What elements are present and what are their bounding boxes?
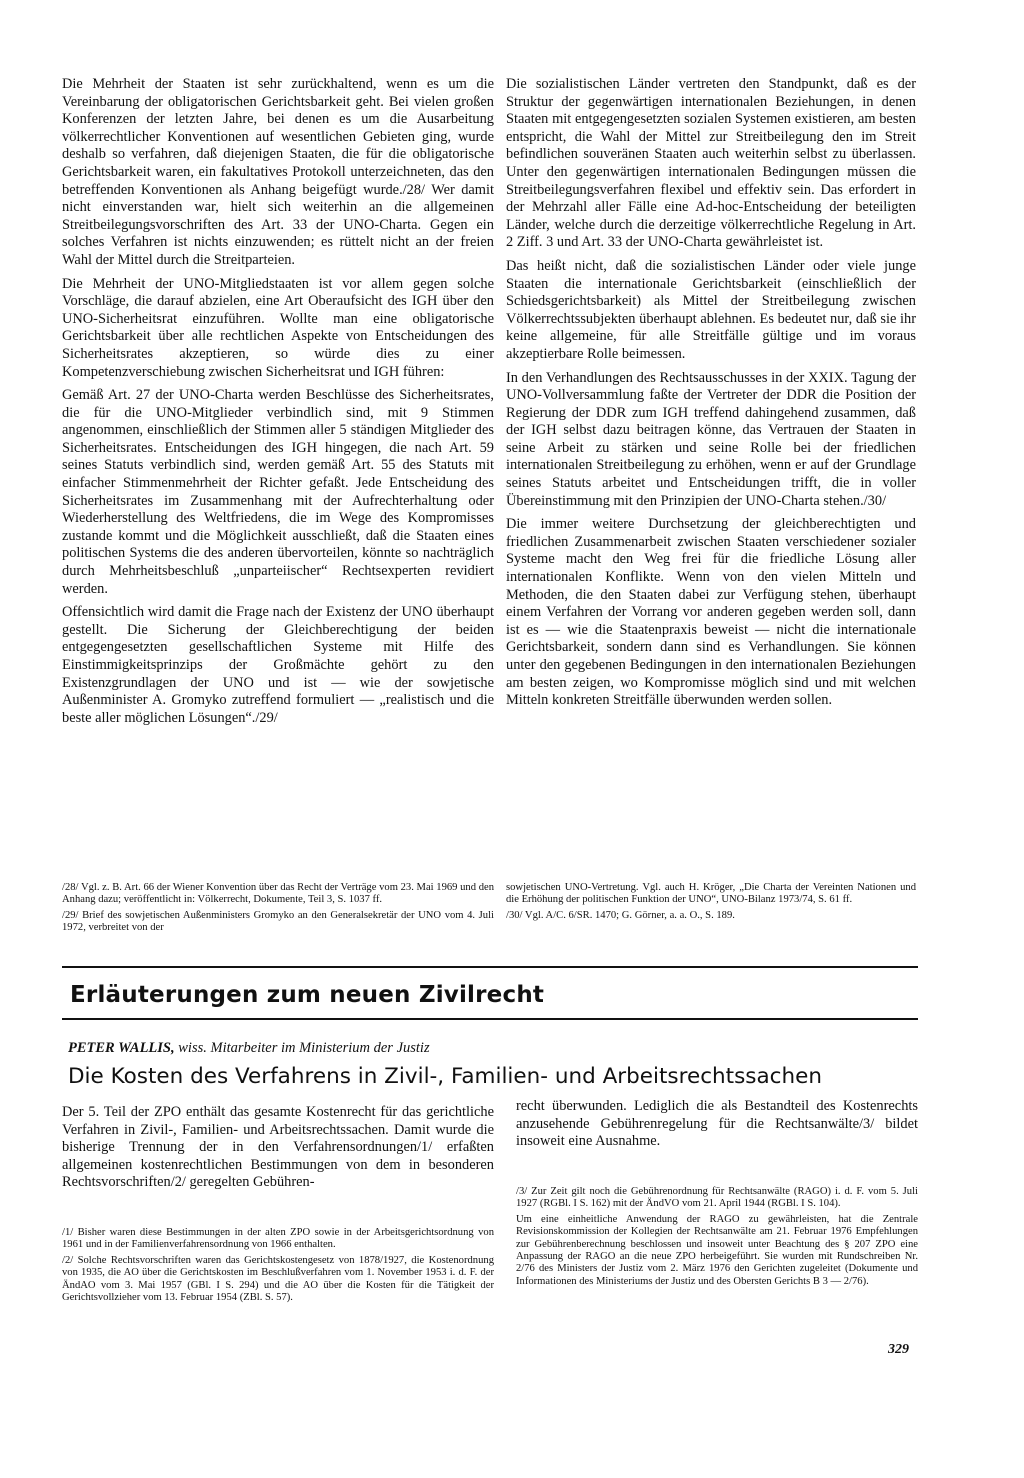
author-line bbox=[68, 1040, 430, 1057]
footnote: /28/ Vgl. z. B. Art. 66 der Wiener Konvention über das Recht der Verträge vom 23. Mai 1969 und den Anhang dazu; veröffentlicht in: Völkerrecht, Dokumente, Teil 3, S. 1037 ff. bbox=[62, 882, 494, 906]
right-column bbox=[506, 76, 916, 716]
article-left-column bbox=[62, 1104, 494, 1198]
footnotes-left bbox=[62, 882, 494, 938]
footnote: /2/ Solche Rechtsvorschriften waren das Gerichtskostengesetz von 1878/1927, die Kostenordnung von 1935, die AO über die Gerichtskosten im Beschlußverfahren vom 1. November 1953 i. d. F. der ÄndAO vom 3. Mai 1957 (GBl. I S. 294) und die AO über die Kosten für die Tätigkeit der Gerichtsvollzieher vom 13. Februar 1954 (ZBl. S. 57). bbox=[62, 1254, 494, 1304]
article-footnotes-right bbox=[516, 1186, 918, 1291]
paragraph: In den Verhandlungen des Rechtsausschusses in der XXIX. Tagung der UNO-Vollversammlung faßte der Vertreter der DDR die Position der Regierung der DDR zum IGH treffend dahingehend zusammen, daß der IGH selbst dazu beitragen könne, das Vertrauen der Staaten in seine Arbeit zu stärken und seine Rolle bei der friedlichen internationalen Streitbeilegung zu erhöhen, wenn er auf der Grundlage seines Statuts arbeitet und Entscheidungen trifft, die in voller Übereinstimmung mit den Prinzipien der UNO-Charta stehen./30/ bbox=[506, 369, 916, 509]
article-title: Die Kosten des Verfahrens in Zivil-, Familien- und Arbeitsrechtssachen bbox=[68, 1064, 822, 1089]
page-number: 329 bbox=[888, 1342, 909, 1357]
paragraph: Das heißt nicht, daß die sozialistischen Länder oder viele junge Staaten die internationale Gerichtsbarkeit (einschließlich der Schiedsgerichtsbarkeit) als Mittel der Streitbeilegung zwischen Völkerrechtssubjekten überhaupt ablehnen. Es bedeutet nur, daß sie ihr keine allgemeine, für alle Streitfälle gültige und im voraus akzeptierbare Rolle beimessen. bbox=[506, 257, 916, 362]
author-role: wiss. Mitarbeiter im Ministerium der Justiz bbox=[178, 1040, 430, 1056]
article-footnotes-left bbox=[62, 1227, 494, 1307]
paragraph: recht überwunden. Lediglich die als Bestandteil des Kostenrechts anzusehende Gebührenregelung für die Rechtsanwälte/3/ bildet insoweit eine Ausnahme. bbox=[516, 1098, 918, 1150]
footnotes-right bbox=[506, 882, 916, 925]
paragraph: Gemäß Art. 27 der UNO-Charta werden Beschlüsse des Sicherheitsrates, die für die UNO-Mitglieder verbindlich sind, mit 9 Stimmen angenommen, einschließlich der Stimmen aller 5 ständigen Mitglieder des Sicherheitsrates. Entscheidungen des IGH hingegen, die nach Art. 59 seines Statuts verbindlich sind, werden gemäß Art. 55 des Statuts mit einfacher Stimmenmehrheit der Richter gefaßt. Jede Entscheidung des Sicherheitsrates im Zusammenhang mit der Aufrechterhaltung oder Wiederherstellung des Weltfriedens, die im Wege des Kompromisses zustande kommt und die Möglichkeit ausschließt, daß die Staaten eines politischen Systems die des anderen übervorteilen, könnte so nachträglich durch Mehrheitsbeschluß „unparteiischer“ Rechtsexperten revidiert werden. bbox=[62, 387, 494, 597]
author-name: PETER WALLIS, bbox=[68, 1040, 175, 1056]
section-title: Erläuterungen zum neuen Zivilrecht bbox=[70, 982, 545, 1008]
paragraph: Offensichtlich wird damit die Frage nach der Existenz der UNO überhaupt gestellt. Die Sicherung der Gleichberechtigung der beiden entgegengesetzten gesellschaftlichen Systeme mit Hilfe des Einstimmigkeitsprinzips der Großmächte gehört zu den Existenzgrundlagen der UNO und ist — wie der sowjetische Außenminister A. Gromyko zutreffend formuliert — „realistisch und die beste aller möglichen Lösungen“./29/ bbox=[62, 604, 494, 726]
paragraph: Die Mehrheit der UNO-Mitgliedstaaten ist vor allem gegen solche Vorschläge, die darauf abzielen, eine Art Oberaufsicht des IGH über den UNO-Sicherheitsrat einzuführen. Wollte man eine obligatorische Gerichtsbarkeit über alle rechtlichen Aspekte von Entscheidungen des Sicherheitsrates akzeptieren, so würde dies zu einer Kompetenzverschiebung zwischen Sicherheitsrat und IGH führen: bbox=[62, 275, 494, 380]
section-divider bbox=[62, 1018, 918, 1020]
paragraph: Die sozialistischen Länder vertreten den Standpunkt, daß es der Struktur der gegenwärtigen internationalen Beziehungen, in denen Staaten mit entgegengesetzten sozialen Systemen existieren, am besten entspricht, die Wahl der Mittel zur Streitbeilegung den im Streit befindlichen souveränen Staaten auch weiterhin selbst zu überlassen. Unter den gegenwärtigen internationalen Bedingungen müssen die Streitbeilegungsverfahren flexibel und effektiv sein. Das erfordert in der Mehrzahl aller Fälle eine Ad-hoc-Entscheidung der beteiligten Länder, welche durch die derzeitige völkerrechtliche Regelung in Art. 2 Ziff. 3 und Art. 33 der UNO-Charta gewährleistet ist. bbox=[506, 76, 916, 251]
footnote: /30/ Vgl. A/C. 6/SR. 1470; G. Görner, a. a. O., S. 189. bbox=[506, 909, 735, 921]
article-right-column bbox=[516, 1098, 918, 1157]
paragraph: Die Mehrheit der Staaten ist sehr zurückhaltend, wenn es um die Vereinbarung der obligatorischen Gerichtsbarkeit geht. Bei vielen großen Konferenzen der letzten Jahre, bei denen es um die Ausarbeitung völkerrechtlicher Konventionen auf wesentlichen Gebieten ging, wurde deshalb so verfahren, daß diejenigen Staaten, die für die obligatorische Gerichtsbarkeit waren, ein fakultatives Protokoll unterzeichneten, das den betreffenden Konventionen als Anhang beigefügt wurde./28/ Wer damit nicht einverstanden war, hielt sich weiterhin an die allgemeinen Streitbeilegungsvorschriften des Art. 33 der UNO-Charta. Gegen ein solches Verfahren ist nichts einzuwenden; es rüttelt nicht an der freien Wahl der Mittel durch die Streitparteien. bbox=[62, 76, 494, 268]
footnote: sowjetischen UNO-Vertretung. Vgl. auch H. Kröger, „Die Charta der Vereinten Nationen und die Erhöhung der politischen Funktion der UNO“, UNO-Bilanz 1973/74, S. 61 ff. bbox=[506, 882, 916, 906]
footnote: Um eine einheitliche Anwendung der RAGO zu gewährleisten, hat die Zentrale Revisionskommission der Kollegien der Rechtsanwälte am 21. Februar 1976 Empfehlungen zur Gebührenberechnung beschlossen und insoweit unter Beachtung des § 207 ZPO eine Anpassung der RAGO an die neue ZPO herbeigeführt. Sie wurden mit Rundschreiben Nr. 2/76 des Ministers der Justiz vom 2. März 1976 den Gerichten zugeleitet (Dokumente und Informationen des Ministeriums der Justiz und des Obersten Gerichts B 3 — 2/76). bbox=[516, 1213, 918, 1287]
footnote: /1/ Bisher waren diese Bestimmungen in der alten ZPO sowie in der Arbeitsgerichtsordnung von 1961 und in der Familienverfahrensordnung von 1966 enthalten. bbox=[62, 1227, 494, 1251]
left-column bbox=[62, 76, 494, 733]
paragraph: Der 5. Teil der ZPO enthält das gesamte Kostenrecht für das gerichtliche Verfahren in Zivil-, Familien- und Arbeitsrechtssachen. Damit wurde die bisherige Trennung der in den Verfahrensordnungen/1/ erfaßten allgemeinen kostenrechtlichen Bestimmungen von dem in besonderen Rechtsvorschriften/2/ geregelten Gebühren- bbox=[62, 1104, 494, 1191]
section-divider bbox=[62, 966, 918, 968]
footnote: /3/ Zur Zeit gilt noch die Gebührenordnung für Rechtsanwälte (RAGO) i. d. F. vom 5. Juli 1927 (RGBl. I S. 162) mit der ÄndVO vom 21. April 1944 (RGBl. I S. 104). bbox=[516, 1186, 918, 1210]
paragraph: Die immer weitere Durchsetzung der gleichberechtigten und friedlichen Zusammenarbeit zwischen Staaten verschiedener sozialer Systeme macht den Weg frei für die friedliche Lösung aller internationalen Konflikte. Wenn von den vielen Mitteln und Methoden, die den Staaten dabei zur Verfügung stehen, überhaupt einem Verfahren der Vorrang vor anderen gegeben werden soll, dann ist es — wie die Staatenpraxis beweist — nicht die internationale Gerichtsbarkeit, sondern dann sind es Verhandlungen. Sie können unter den gegebenen Bedingungen in den internationalen Beziehungen am besten zeigen, wo Kompromisse möglich sind und mit welchen Mitteln konkreten Streitfälle überwunden werden sollen. bbox=[506, 516, 916, 709]
footnote: /29/ Brief des sowjetischen Außenministers Gromyko an den Generalsekretär der UNO vom 4. Juli 1972, verbreitet von der bbox=[62, 909, 494, 934]
